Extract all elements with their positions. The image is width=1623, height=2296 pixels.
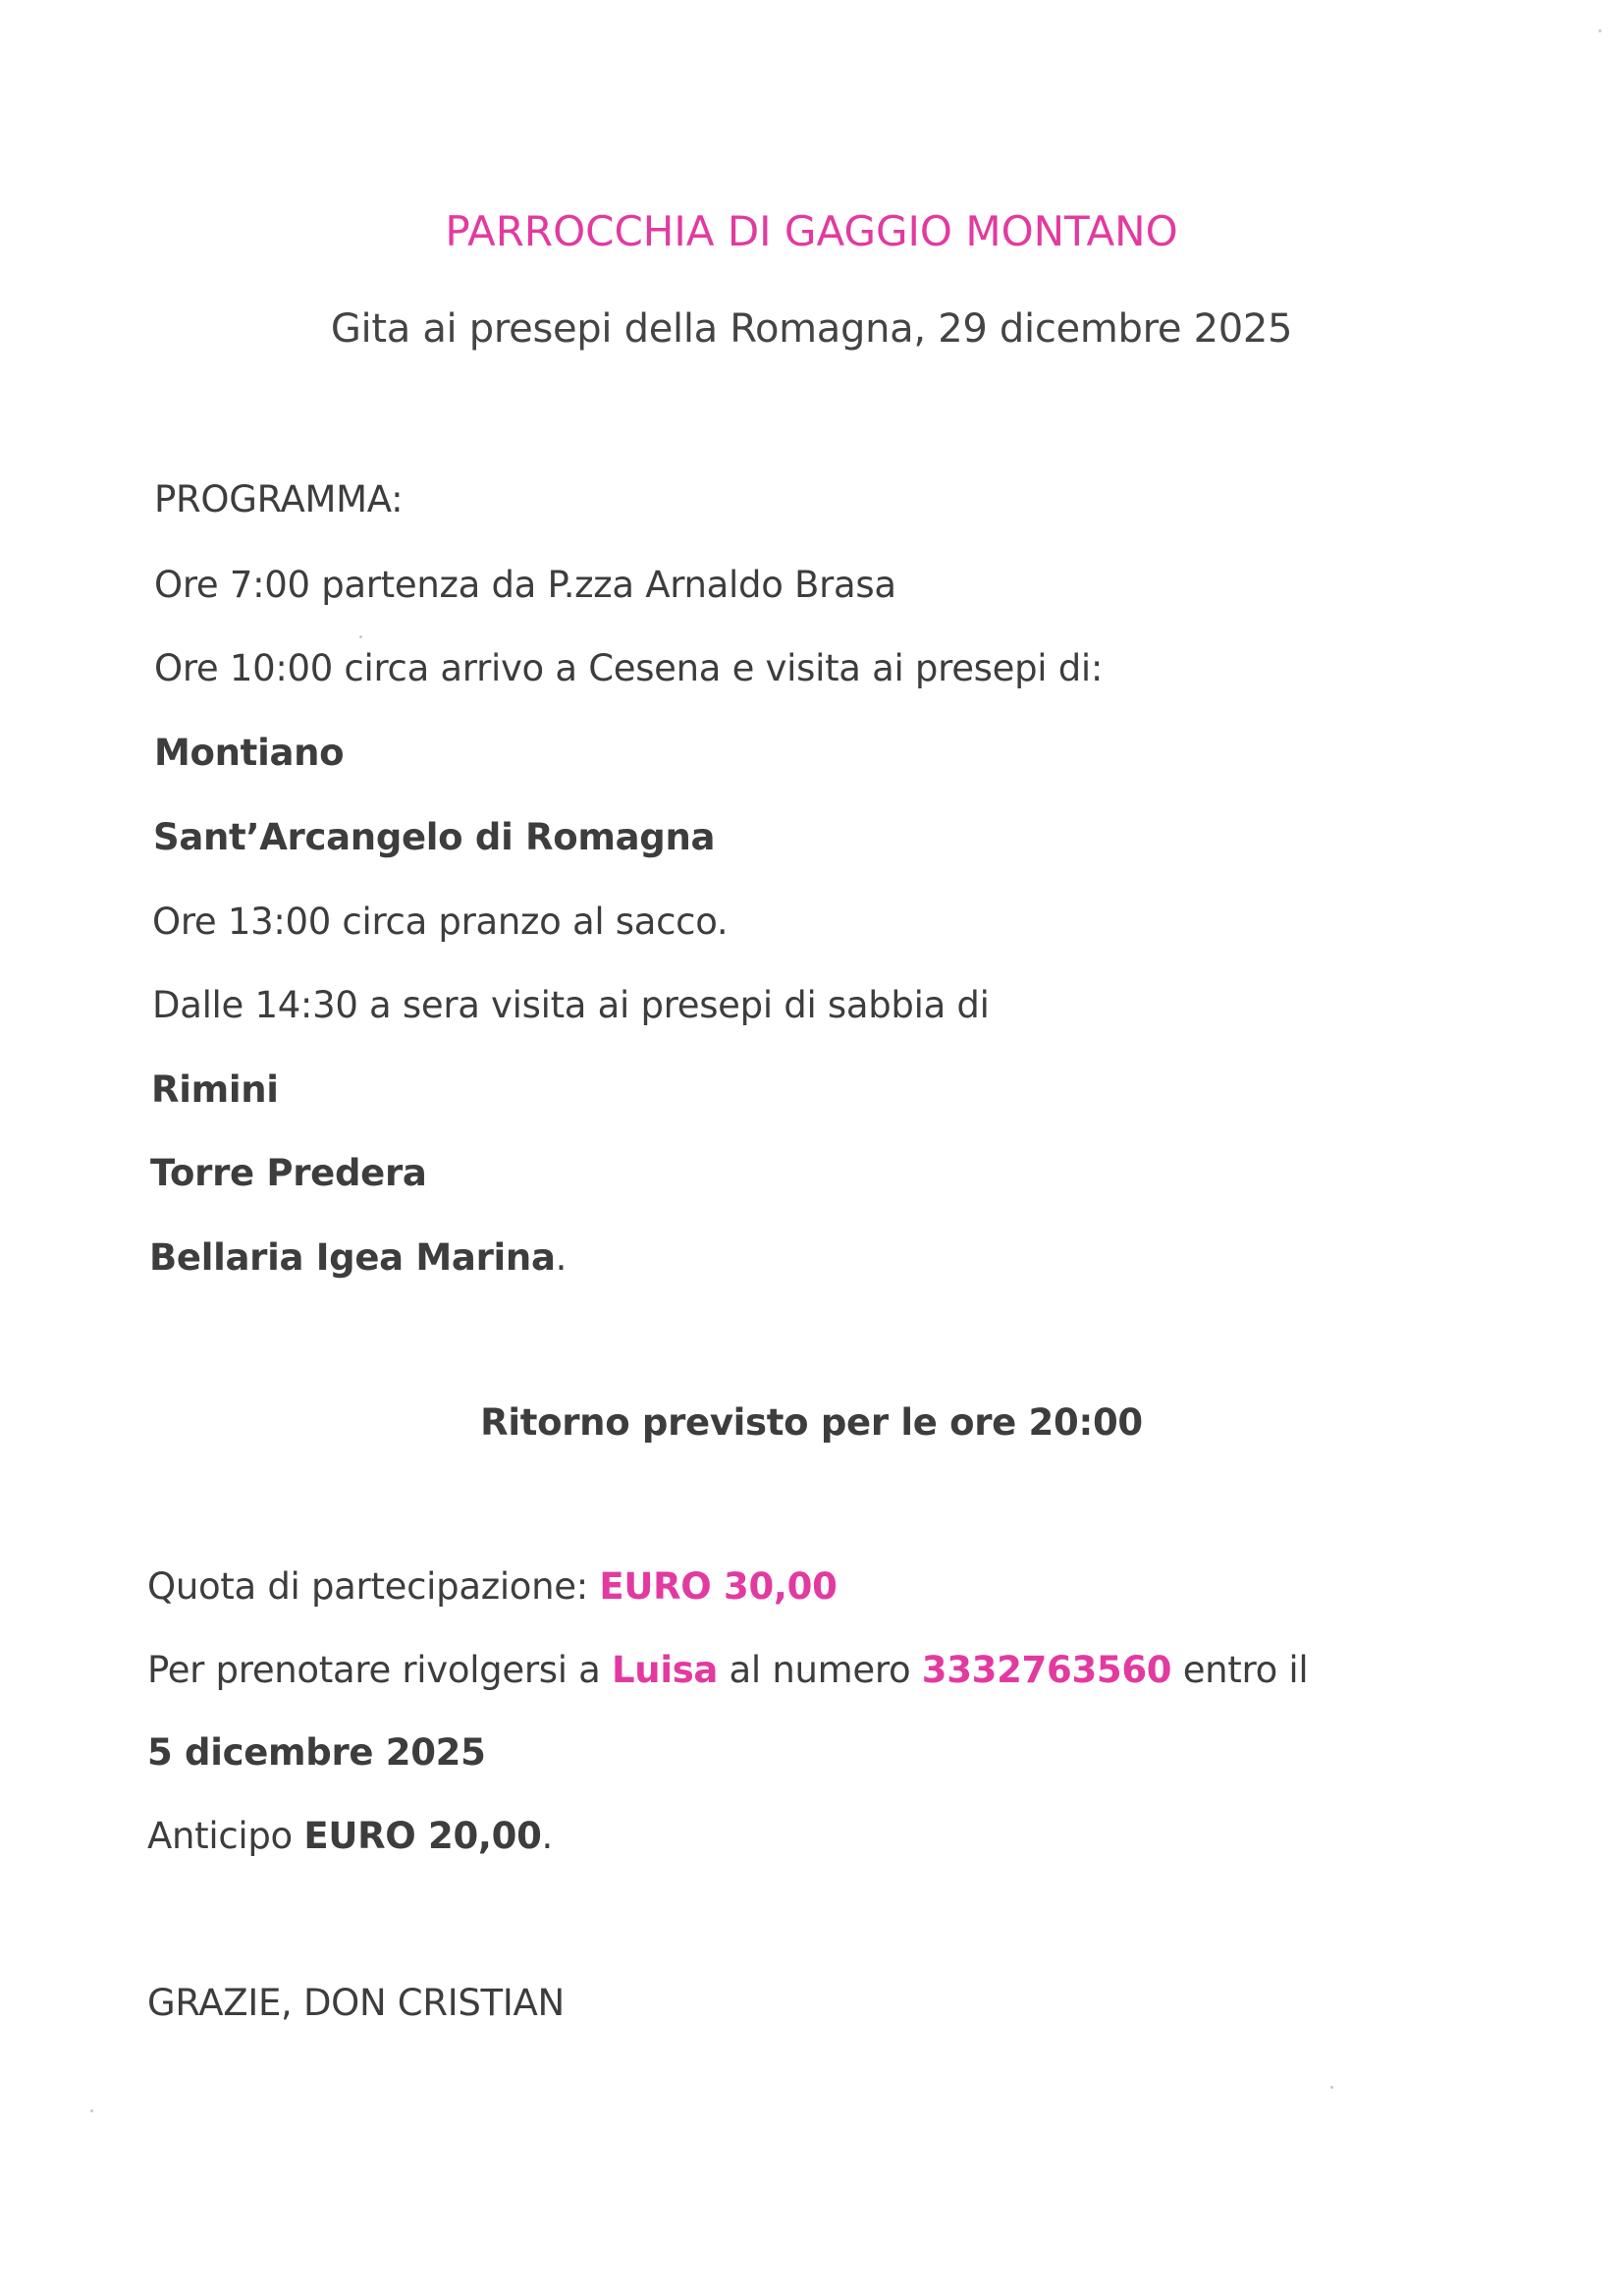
afternoon-place-bellaria-line [149,1234,567,1282]
scan-speck [359,635,362,638]
morning-place-montiano: Montiano [154,732,345,774]
fee-line [147,1563,838,1611]
booking-phone-number: 3332763560 [921,1649,1172,1691]
booking-middle: al numero [718,1649,922,1691]
scan-speck [1330,2086,1333,2089]
scan-speck [1598,29,1601,32]
booking-prefix: Per prenotare rivolgersi a [147,1649,612,1691]
bellaria-period: . [555,1236,568,1279]
booking-line [147,1647,1308,1694]
parish-title: PARROCCHIA DI GAGGIO MONTANO [445,207,1178,255]
departure-line: Ore 7:00 partenza da P.zza Arnaldo Brasa [154,564,896,606]
fee-label: Quota di partecipazione: [147,1565,600,1608]
closing-signature: GRAZIE, DON CRISTIAN [147,1982,565,2024]
trip-subtitle: Gita ai presepi della Romagna, 29 dicembre 2025 [330,306,1293,352]
booking-contact-name: Luisa [612,1649,719,1691]
scan-speck [90,2109,93,2112]
afternoon-place-rimini: Rimini [151,1068,279,1111]
booking-suffix: entro il [1171,1649,1309,1691]
return-time: Ritorno previsto per le ore 20:00 [480,1401,1143,1444]
afternoon-place-torre-predera: Torre Predera [150,1152,427,1194]
program-heading: PROGRAMMA: [154,478,404,520]
deposit-amount: EURO 20,00 [303,1815,542,1857]
afternoon-line: Dalle 14:30 a sera visita ai presepi di sabbia di [152,984,990,1026]
arrival-line: Ore 10:00 circa arrivo a Cesena e visita ai presepi di: [154,647,1104,689]
lunch-line: Ore 13:00 circa pranzo al sacco. [152,901,729,943]
afternoon-place-bellaria: Bellaria Igea Marina [149,1236,556,1279]
deposit-label: Anticipo [147,1815,304,1857]
booking-deadline: 5 dicembre 2025 [147,1731,486,1774]
deposit-period: . [541,1815,554,1857]
fee-amount: EURO 30,00 [599,1565,838,1608]
deposit-line [147,1813,553,1860]
morning-place-santarcangelo: Sant’Arcangelo di Romagna [153,816,716,858]
